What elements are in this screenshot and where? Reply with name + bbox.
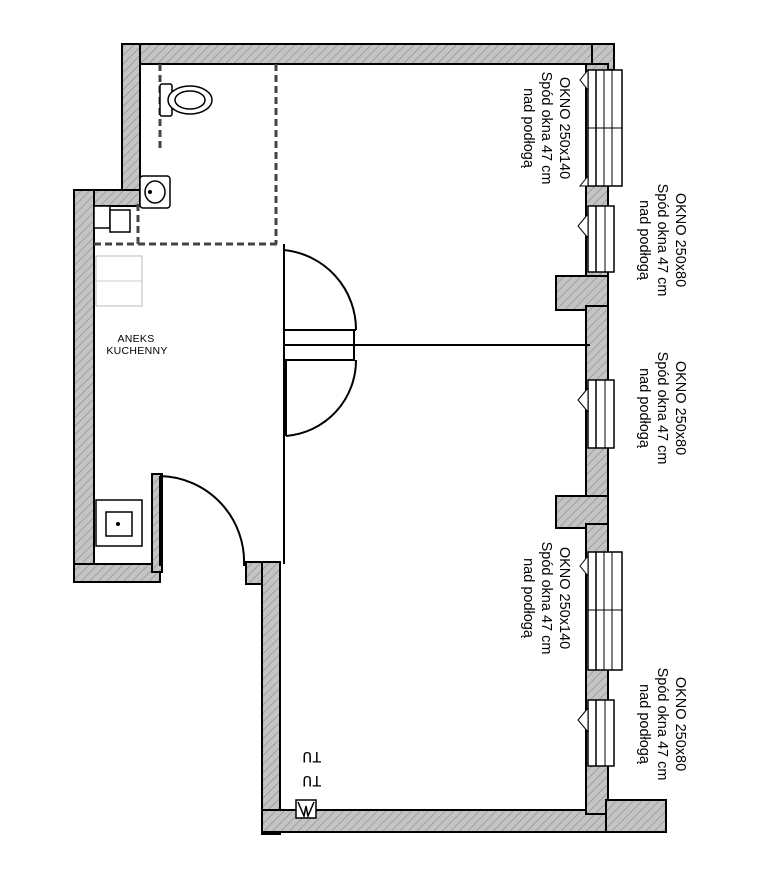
svg-text:nad podłogą: nad podłogą	[520, 558, 536, 638]
wall-kitchen-bottom	[74, 564, 160, 582]
svg-text:Spód okna 47 cm: Spód okna 47 cm	[654, 183, 670, 297]
wall-top	[122, 44, 596, 64]
wall-bottom-right-pier	[606, 800, 666, 832]
wall-right-2	[556, 276, 608, 310]
kitchen-label-line1: ANEKS	[117, 333, 155, 345]
meter-box	[296, 747, 322, 818]
window-2-icon	[578, 206, 614, 272]
svg-text:OKNO 250x140: OKNO 250x140	[556, 546, 572, 650]
window-3-icon	[578, 380, 614, 448]
svg-text:OKNO 250x80: OKNO 250x80	[672, 192, 688, 288]
doors	[160, 250, 356, 566]
svg-text:OKNO 250x80: OKNO 250x80	[672, 360, 688, 456]
window-2-label	[636, 184, 688, 297]
interior-lines	[94, 64, 590, 564]
window-4-label	[520, 542, 572, 655]
svg-text:Spód okna 47 cm: Spód okna 47 cm	[654, 667, 670, 781]
door-upper-swing	[284, 250, 356, 330]
door-lower-swing	[286, 360, 356, 436]
kitchen-label-line2: KUCHENNY	[106, 345, 168, 357]
window-5-icon	[578, 700, 614, 766]
svg-text:Spód okna 47 cm: Spód okna 47 cm	[538, 541, 554, 655]
window-5-label	[636, 668, 688, 781]
outer-walls	[74, 44, 666, 834]
window-1-label	[520, 72, 572, 185]
svg-text:OKNO 250x140: OKNO 250x140	[556, 76, 572, 180]
svg-text:nad podłogą: nad podłogą	[520, 88, 536, 168]
tu-label-lower: TU	[302, 771, 322, 789]
toilet-icon	[160, 84, 212, 116]
window-symbols	[578, 70, 622, 766]
wall-main-left	[262, 562, 280, 834]
kitchen-sink-icon	[96, 500, 142, 546]
svg-text:Spód okna 47 cm: Spód okna 47 cm	[538, 71, 554, 185]
svg-text:nad podłogą: nad podłogą	[636, 368, 652, 448]
wall-bathroom-left	[122, 44, 140, 204]
door-entry-swing	[160, 476, 244, 566]
svg-text:nad podłogą: nad podłogą	[636, 200, 652, 280]
wall-kitchen-left	[74, 190, 94, 582]
svg-text:Spód okna 47 cm: Spód okna 47 cm	[654, 351, 670, 465]
shaft-icon	[94, 206, 130, 232]
window-3-label	[636, 352, 688, 465]
tu-label-upper: TU	[302, 747, 322, 765]
sink-icon	[140, 176, 170, 208]
svg-text:OKNO 250x80: OKNO 250x80	[672, 676, 688, 772]
svg-text:nad podłogą: nad podłogą	[636, 684, 652, 764]
